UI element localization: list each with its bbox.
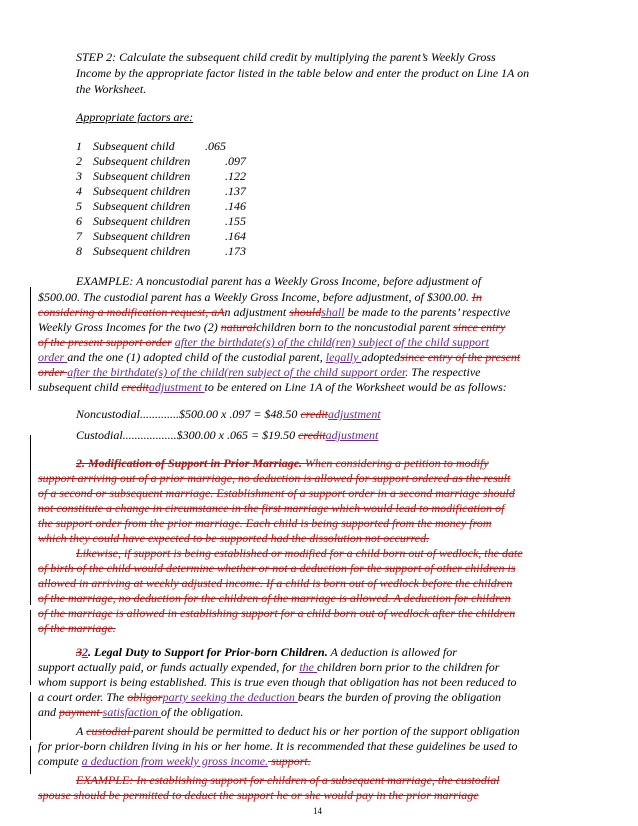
factor-number: 3 xyxy=(76,169,82,183)
example-line: EXAMPLE: A noncustodial parent has a Weekly Gross Income, before adjustment of xyxy=(76,274,482,288)
section-line: A custodial parent should be permitted to deduct his or her portion of the support obligation xyxy=(76,724,520,738)
example-line: considering a modification request, aAn adjustment shouldshall be made to the parents’ respective xyxy=(38,305,511,319)
calc-noncustodial: Noncustodial.............$500.00 x .097 = $48.50 creditadjustment xyxy=(76,407,381,421)
factor-value: .097 xyxy=(225,154,246,168)
step2-line: the Worksheet. xyxy=(76,82,147,96)
factor-value: .122 xyxy=(225,169,246,183)
factor-number: 6 xyxy=(76,214,82,228)
factor-value: .146 xyxy=(225,199,246,213)
factor-label: Subsequent children xyxy=(93,199,191,213)
example-line: order after the birthdate(s) of the child(ren subject of the child support order. The respective xyxy=(38,365,481,379)
section-line: for prior-born children living in his or her home. It is recommended that these guidelines be used to xyxy=(38,739,518,753)
factor-number: 4 xyxy=(76,184,82,198)
deleted-line: which they could have expected to be supported had the dissolution not occurred. xyxy=(38,531,430,545)
factor-value: .155 xyxy=(225,214,246,228)
section-line: and payment satisfaction of the obligation. xyxy=(38,705,244,719)
revision-bar xyxy=(30,287,31,390)
example-line: order and the one (1) adopted child of the custodial parent, legally adoptedsince entry of the present xyxy=(38,350,521,364)
factor-value: .173 xyxy=(225,244,246,258)
deleted-line: of a second or subsequent marriage. Establishment of a support order in a second marriage should xyxy=(38,486,515,500)
factors-heading: Appropriate factors are: xyxy=(76,110,194,124)
deleted-line: of birth of the child would determine whether or not a deduction for the support of other children is xyxy=(38,561,516,575)
factor-label: Subsequent children xyxy=(93,244,191,258)
deleted-line: support arriving out of a prior marriage, no deduction is allowed for support ordered as the result xyxy=(38,471,511,485)
section-line: a court order. The obligorparty seeking the deduction bears the burden of proving the obligation xyxy=(38,690,501,704)
factor-label: Subsequent children xyxy=(93,169,191,183)
deleted-line: allowed in arriving at weekly adjusted income. If a child is born out of wedlock before the children xyxy=(38,576,513,590)
factor-label: Subsequent children xyxy=(93,154,191,168)
section-line: whom support is being established. This is true even though that obligation has not been reduced to xyxy=(38,675,517,689)
example-line: subsequent child creditadjustment to be entered on Line 1A of the Worksheet would be as follows: xyxy=(38,380,507,394)
factor-label: Subsequent children xyxy=(93,184,191,198)
calc-custodial: Custodial..................$300.00 x .065 = $19.50 creditadjustment xyxy=(76,428,379,442)
factor-label: Subsequent children xyxy=(93,214,191,228)
section-line: compute a deduction from weekly gross income. support. xyxy=(38,754,311,768)
revision-bar xyxy=(30,746,31,774)
factor-label: Subsequent children xyxy=(93,229,191,243)
step2-line: Income by the appropriate factor listed in the table below and enter the product on Line 1A on xyxy=(76,66,530,80)
deleted-example-line: EXAMPLE: In establishing support for children of a subsequent marriage, the custodial xyxy=(76,773,500,787)
revision-bar xyxy=(30,610,31,685)
deleted-line: of the marriage, no deduction for the children of the marriage is allowed. A deduction for children xyxy=(38,591,511,605)
deleted-example-line: spouse should be permitted to deduct the support he or she would pay in the prior marriage xyxy=(38,788,479,802)
section-line: support actually paid, or funds actually expended, for the children born prior to the children for xyxy=(38,660,500,674)
factor-number: 8 xyxy=(76,244,82,258)
factor-number: 1 xyxy=(76,139,82,153)
factor-value: .164 xyxy=(225,229,246,243)
deleted-line: of the marriage is allowed in establishing support for a child born out of wedlock after the children xyxy=(38,606,516,620)
factor-value: .065 xyxy=(205,139,226,153)
deleted-line: the support order from the prior marriage. Each child is being supported from the money from xyxy=(38,516,492,530)
deleted-line: of the marriage. xyxy=(38,621,116,635)
example-line: $500.00. The custodial parent has a Weekly Gross Income, before adjustment, of $300.00. In xyxy=(38,290,482,304)
deleted-line: Likewise, if support is being established or modified for a child born out of wedlock, the date xyxy=(76,546,523,560)
deleted-section-heading-line: 2. Modification of Support in Prior Marriage. When considering a petition to modify xyxy=(76,456,489,470)
factor-number: 2 xyxy=(76,154,82,168)
step2-line: STEP 2: Calculate the subsequent child credit by multiplying the parent’s Weekly Gross xyxy=(76,50,496,64)
page-number: 14 xyxy=(313,806,322,816)
revision-bar xyxy=(30,692,31,740)
example-line: of the present support order after the birthdate(s) of the child(ren) subject of the child support xyxy=(38,335,489,349)
revision-bar xyxy=(30,435,31,605)
example-line: Weekly Gross Incomes for the two (2) naturalchildren born to the noncustodial parent since entry xyxy=(38,320,506,334)
factor-value: .137 xyxy=(225,184,246,198)
section-heading-line: 32. Legal Duty to Support for Prior-born Children. A deduction is allowed for xyxy=(76,645,457,659)
factor-number: 7 xyxy=(76,229,82,243)
factor-number: 5 xyxy=(76,199,82,213)
deleted-line: not constitute a change in circumstance in the first marriage which would lead to modification of xyxy=(38,501,505,515)
factor-label: Subsequent child xyxy=(93,139,175,153)
